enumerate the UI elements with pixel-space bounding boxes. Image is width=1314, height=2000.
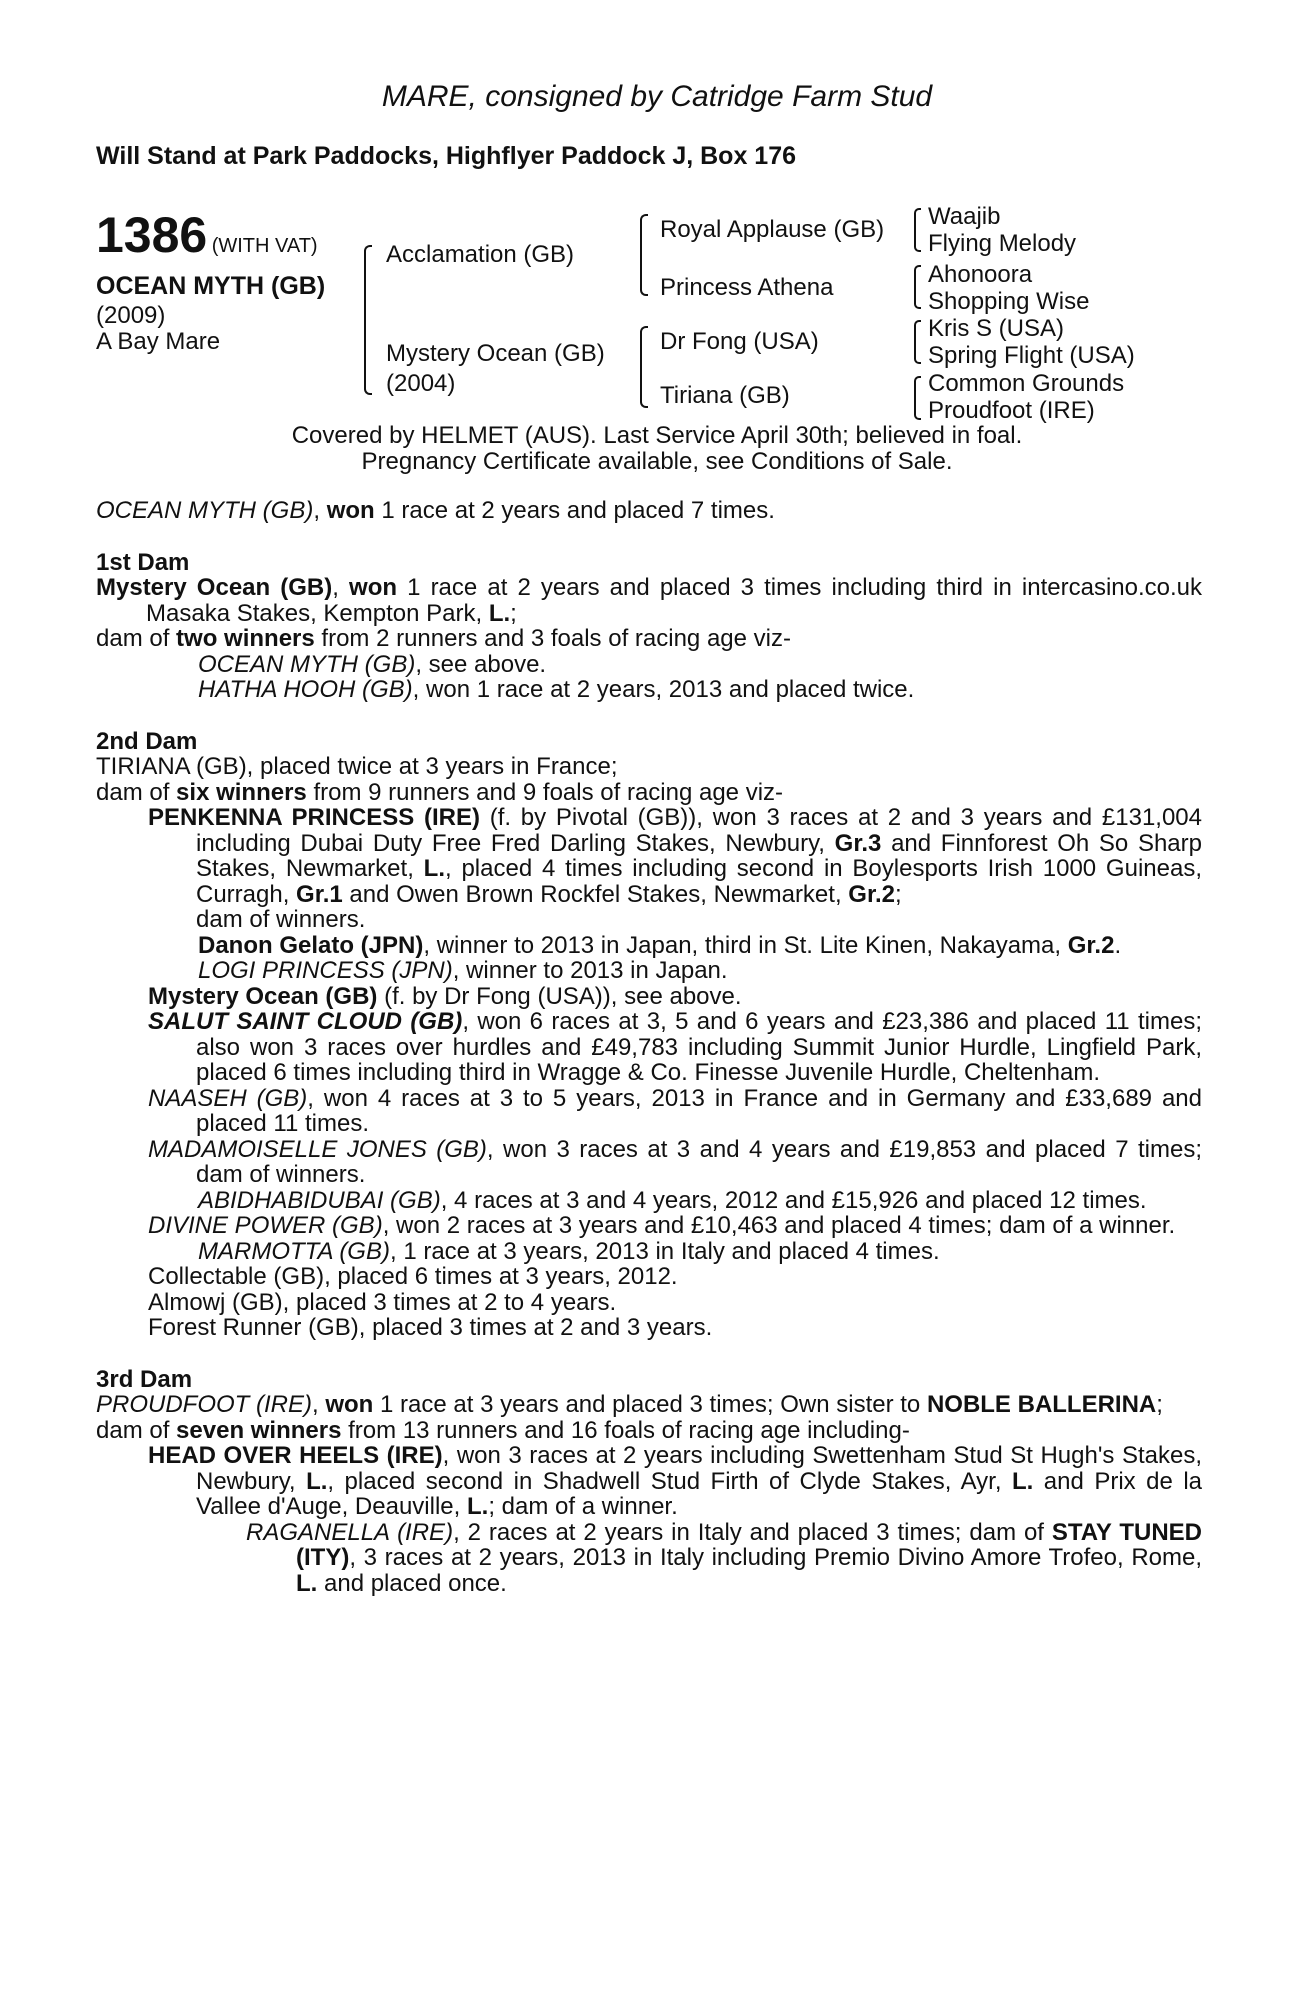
produce-item: RAGANELLA (IRE), 2 races at 2 years in Italy and placed 3 times; dam of STAY TUNED (ITY), 3 races at 2 years, 2013 in Italy including Premio Divino Amore Trofeo, Rome, L. and placed once. (246, 1518, 1203, 1597)
produce-item: HEAD OVER HEELS (IRE), won 3 races at 2 years including Swettenham Stud St Hugh's Stakes, Newbury, L., placed second in Shadwell Stud Firth of Clyde Stakes, Ayr, L. and Prix de la Vallee d'Auge, Deauville, L.; dam of a winner. (148, 1442, 1203, 1520)
produce-item: OCEAN MYTH (GB), see above. (198, 650, 547, 678)
gen3-brace-4 (914, 376, 921, 420)
pedigree-dam: Mystery Ocean (GB) (386, 340, 605, 367)
pedigree-dam-year: (2004) (386, 370, 456, 397)
produce-item: SALUT SAINT CLOUD (GB), won 6 races at 3, 5 and 6 years and £23,386 and placed 11 times; also won 3 races over hurdles and £49,783 including Summit Junior Hurdle, Lingfield Park, placed 6 times including third in Wragge & Co. Finesse Juvenile Hurdle, Cheltenham. (148, 1008, 1202, 1086)
produce-item: Collectable (GB), placed 6 times at 3 years, 2012. (148, 1263, 678, 1290)
produce-item: LOGI PRINCESS (JPN), winner to 2013 in Japan. (198, 957, 728, 984)
first-dam-produce-line: dam of two winners from 2 runners and 3 foals of racing age viz- (96, 625, 791, 652)
horse-year: (2009) (96, 302, 166, 329)
pedigree-g3-5: Kris S (USA) (928, 315, 1065, 342)
pedigree-sire-sire: Royal Applause (GB) (660, 216, 885, 243)
gen3-brace-1 (914, 208, 921, 252)
sire-line-brace (640, 214, 648, 296)
pregnancy-note: Pregnancy Certificate available, see Conditions of Sale. (361, 448, 953, 475)
gen3-brace-2 (914, 265, 921, 309)
pedigree-g3-3: Ahonoora (928, 261, 1033, 288)
horse-name: OCEAN MYTH (GB) (96, 272, 326, 300)
dam-line-brace (640, 326, 648, 408)
pedigree-g3-7: Common Grounds (928, 370, 1125, 397)
summary-line: OCEAN MYTH (GB), won 1 race at 2 years and placed 7 times. (96, 497, 775, 524)
produce-item: MARMOTTA (GB), 1 race at 3 years, 2013 in Italy and placed 4 times. (198, 1237, 940, 1265)
produce-item: Almowj (GB), placed 3 times at 2 to 4 years. (148, 1288, 617, 1316)
pedigree-g3-4: Shopping Wise (928, 288, 1090, 315)
lot-number-line (96, 206, 318, 264)
produce-item: Mystery Ocean (GB) (f. by Dr Fong (USA)), see above. (148, 982, 742, 1010)
produce-item: ABIDHABIDUBAI (GB), 4 races at 3 and 4 years, 2012 and £15,926 and placed 12 times. (198, 1186, 1147, 1214)
pedigree-sire-dam: Princess Athena (660, 274, 834, 301)
covered-note: Covered by HELMET (AUS). Last Service April 30th; believed in foal. (291, 422, 1023, 449)
first-dam-entry: Mystery Ocean (GB), won 1 race at 2 years and placed 3 times including third in intercasino.co.uk Masaka Stakes, Kempton Park, L.; (96, 574, 1202, 627)
pedigree-dam-dam: Tiriana (GB) (660, 382, 790, 409)
race-record (96, 498, 1202, 1596)
third-dam-entry: PROUDFOOT (IRE), won 1 race at 3 years and placed 3 times; Own sister to NOBLE BALLERINA; (96, 1391, 1163, 1418)
produce-item: NAASEH (GB), won 4 races at 3 to 5 years, 2013 in France and in Germany and £33,689 and placed 11 times. (148, 1084, 1202, 1137)
third-dam-heading: 3rd Dam (96, 1365, 193, 1393)
pedigree-sire: Acclamation (GB) (386, 241, 575, 268)
produce-item: Forest Runner (GB), placed 3 times at 2 and 3 years. (148, 1314, 713, 1341)
produce-item: HATHA HOOH (GB), won 1 race at 2 years, 2013 and placed twice. (198, 676, 915, 703)
sire-brace (364, 245, 372, 395)
stand-location: Will Stand at Park Paddocks, Highflyer Paddock J, Box 176 (96, 142, 796, 170)
second-dam-entry: TIRIANA (GB), placed twice at 3 years in France; (96, 753, 618, 780)
pedigree-g3-2: Flying Melody (928, 230, 1077, 257)
second-dam-produce-line: dam of six winners from 9 runners and 9 foals of racing age viz- (96, 778, 784, 806)
horse-description: A Bay Mare (96, 328, 221, 355)
pedigree-dam-sire: Dr Fong (USA) (660, 328, 819, 355)
first-dam-heading: 1st Dam (96, 548, 190, 576)
pedigree-g3-8: Proudfoot (IRE) (928, 397, 1095, 424)
produce-item: MADAMOISELLE JONES (GB), won 3 races at 3 and 4 years and £19,853 and placed 7 times; dam of winners. (148, 1135, 1202, 1188)
produce-item: PENKENNA PRINCESS (IRE) (f. by Pivotal (GB)), won 3 races at 2 and 3 years and £131,004 including Dubai Duty Free Fred Darling Stakes, Newbury, Gr.3 and Finnforest Oh So Sharp Stakes, Newmarket, L., placed 4 times including second in Boylesports Irish 1000 Guineas, Curragh, Gr.1 and Owen Brown Rockfel Stakes, Newmarket, Gr.2; dam of winners. (148, 804, 1202, 933)
second-dam-heading: 2nd Dam (96, 727, 198, 755)
gen3-brace-3 (914, 320, 921, 364)
third-dam-produce-line: dam of seven winners from 13 runners and 16 foals of racing age including- (96, 1416, 910, 1444)
lot-number: 1386 (96, 207, 208, 263)
page-heading: MARE, consigned by Catridge Farm Stud (381, 80, 933, 113)
produce-item: DIVINE POWER (GB), won 2 races at 3 years and £10,463 and placed 4 times; dam of a winner. (148, 1212, 1176, 1239)
produce-item: Danon Gelato (JPN), winner to 2013 in Japan, third in St. Lite Kinen, Nakayama, Gr.2. (198, 931, 1122, 959)
pedigree-g3-6: Spring Flight (USA) (928, 342, 1135, 369)
vat-label: (WITH VAT) (211, 235, 318, 257)
pedigree-g3-1: Waajib (928, 203, 1001, 230)
